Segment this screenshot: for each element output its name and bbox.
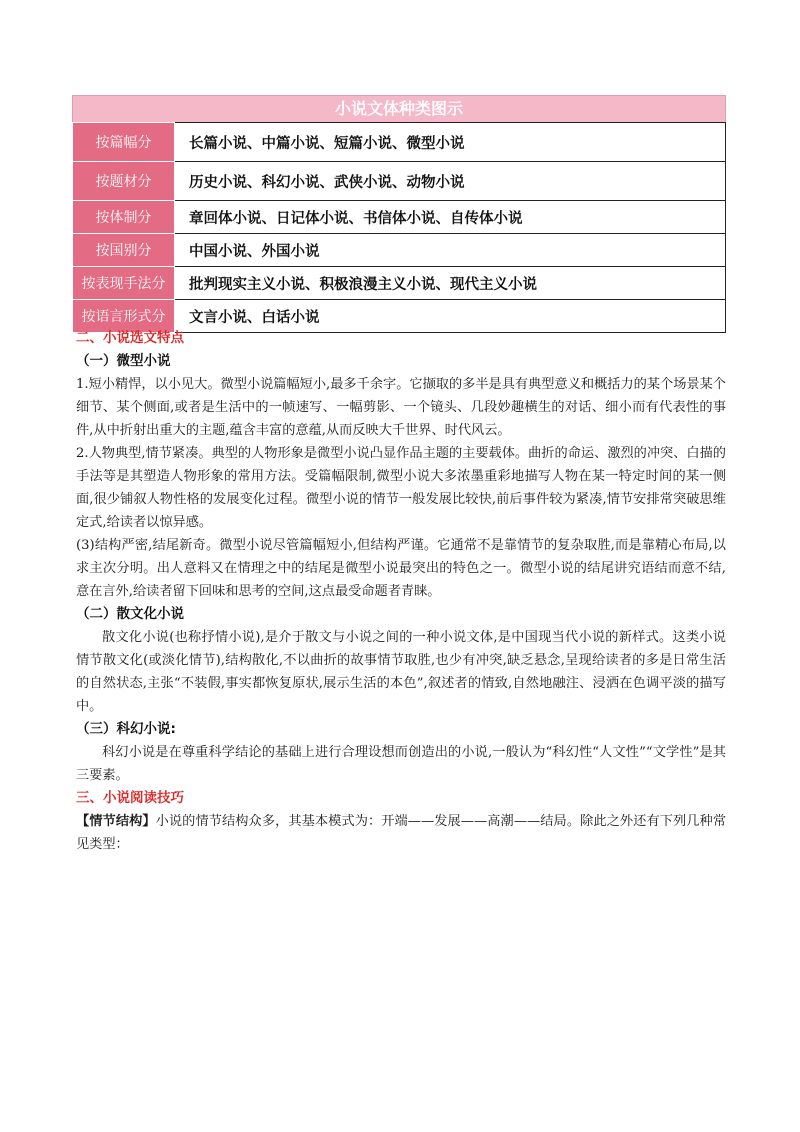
novel-types-table — [72, 95, 726, 333]
row-category: 按题材分 — [73, 162, 175, 201]
row-category: 按语言形式分 — [73, 300, 175, 333]
table-row — [73, 234, 726, 267]
row-value: 章回体小说、日记体小说、书信体小说、自传体小说 — [175, 201, 726, 234]
plot-structure-paragraph — [76, 810, 726, 856]
table-row — [73, 123, 726, 162]
micro-novel-title: （一）微型小说 — [76, 353, 171, 369]
table-row — [73, 267, 726, 300]
scifi-novel-paragraph: 科幻小说是在尊重科学结论的基础上进行合理设想而创造出的小说,一般认为“科幻性“人文性”“文学性”是其三要素。 — [76, 745, 726, 783]
row-category: 按表现手法分 — [73, 267, 175, 300]
row-category: 按国别分 — [73, 234, 175, 267]
scifi-novel-title: （三）科幻小说: — [76, 721, 176, 737]
row-value: 批判现实主义小说、积极浪漫主义小说、现代主义小说 — [175, 267, 726, 300]
micro-novel-point-3: (3)结构严密,结尾新奇。微型小说尽管篇幅短小,但结构严谨。它通常不是靠情节的复杂取胜,而是靠精心布局,以求主次分明。出人意料又在情理之中的结尾是微型小说最突出的特色之一。微型小说的结尾讲究语结而意不结,意在言外,给读者留下回味和思考的空间,这点最受命题者青睐。 — [76, 538, 726, 599]
table-title: 小说文体种类图示 — [72, 95, 726, 122]
types-grid — [72, 122, 726, 333]
micro-novel-point-1: 1.短小精悍，以小见大。微型小说篇幅短小,最多千余字。它撷取的多半是具有典型意义和概括力的某个场景某个细节、某个侧面,或者是生活中的一帧速写、一幅剪影、一个镜头、几段妙趣横生的对话、细小而有代表性的事件,从中折射出重大的主题,蕴含丰富的意蕴,从而反映大千世界、时代风云。 — [76, 377, 727, 438]
micro-novel-point-2: 2.人物典型,情节紧凑。典型的人物形象是微型小说凸显作品主题的主要载体。曲折的命运、激烈的冲突、白描的手法等是其塑造人物形象的常用方法。受篇幅限制,微型小说大多浓墨重彩地描写人物在某一特定时间的某一侧面,很少铺叙人物性格的发展变化过程。微型小说的情节一般发展比较快,前后事件较为紧凑,情节安排常突破思维定式,给读者以惊异感。 — [76, 446, 726, 530]
table-row — [73, 201, 726, 234]
plot-structure-label: 【情节结构】 — [76, 814, 156, 829]
plot-structure-text: 小说的情节结构众多，其基本模式为：开端——发展——高潮——结局。除此之外还有下列几种常见类型： — [76, 814, 727, 852]
row-value: 长篇小说、中篇小说、短篇小说、微型小说 — [175, 123, 726, 162]
body-content — [76, 327, 726, 856]
row-category: 按体制分 — [73, 201, 175, 234]
row-value: 历史小说、科幻小说、武侠小说、动物小说 — [175, 162, 726, 201]
prose-novel-title: （二）散文化小说 — [76, 606, 184, 622]
row-category: 按篇幅分 — [73, 123, 175, 162]
section3-heading: 三、小说阅读技巧 — [76, 790, 184, 806]
prose-novel-paragraph: 散文化小说(也称抒情小说),是介于散文与小说之间的一种小说文体,是中国现当代小说的新样式。这类小说情节散文化(或淡化情节),结构散化,不以曲折的故事情节取胜,也少有冲突,缺乏悬念,呈现给读者的多是日常生活的自然状态,主张“不装假,事实都恢复原状,展示生活的本色”,叙述者的情致,自然地融注、浸洒在色调平淡的描写中。 — [76, 630, 726, 714]
table-row — [73, 162, 726, 201]
row-value: 中国小说、外国小说 — [175, 234, 726, 267]
row-value: 文言小说、白话小说 — [175, 300, 726, 333]
section2-heading: 二、小说选文特点 — [76, 330, 184, 346]
